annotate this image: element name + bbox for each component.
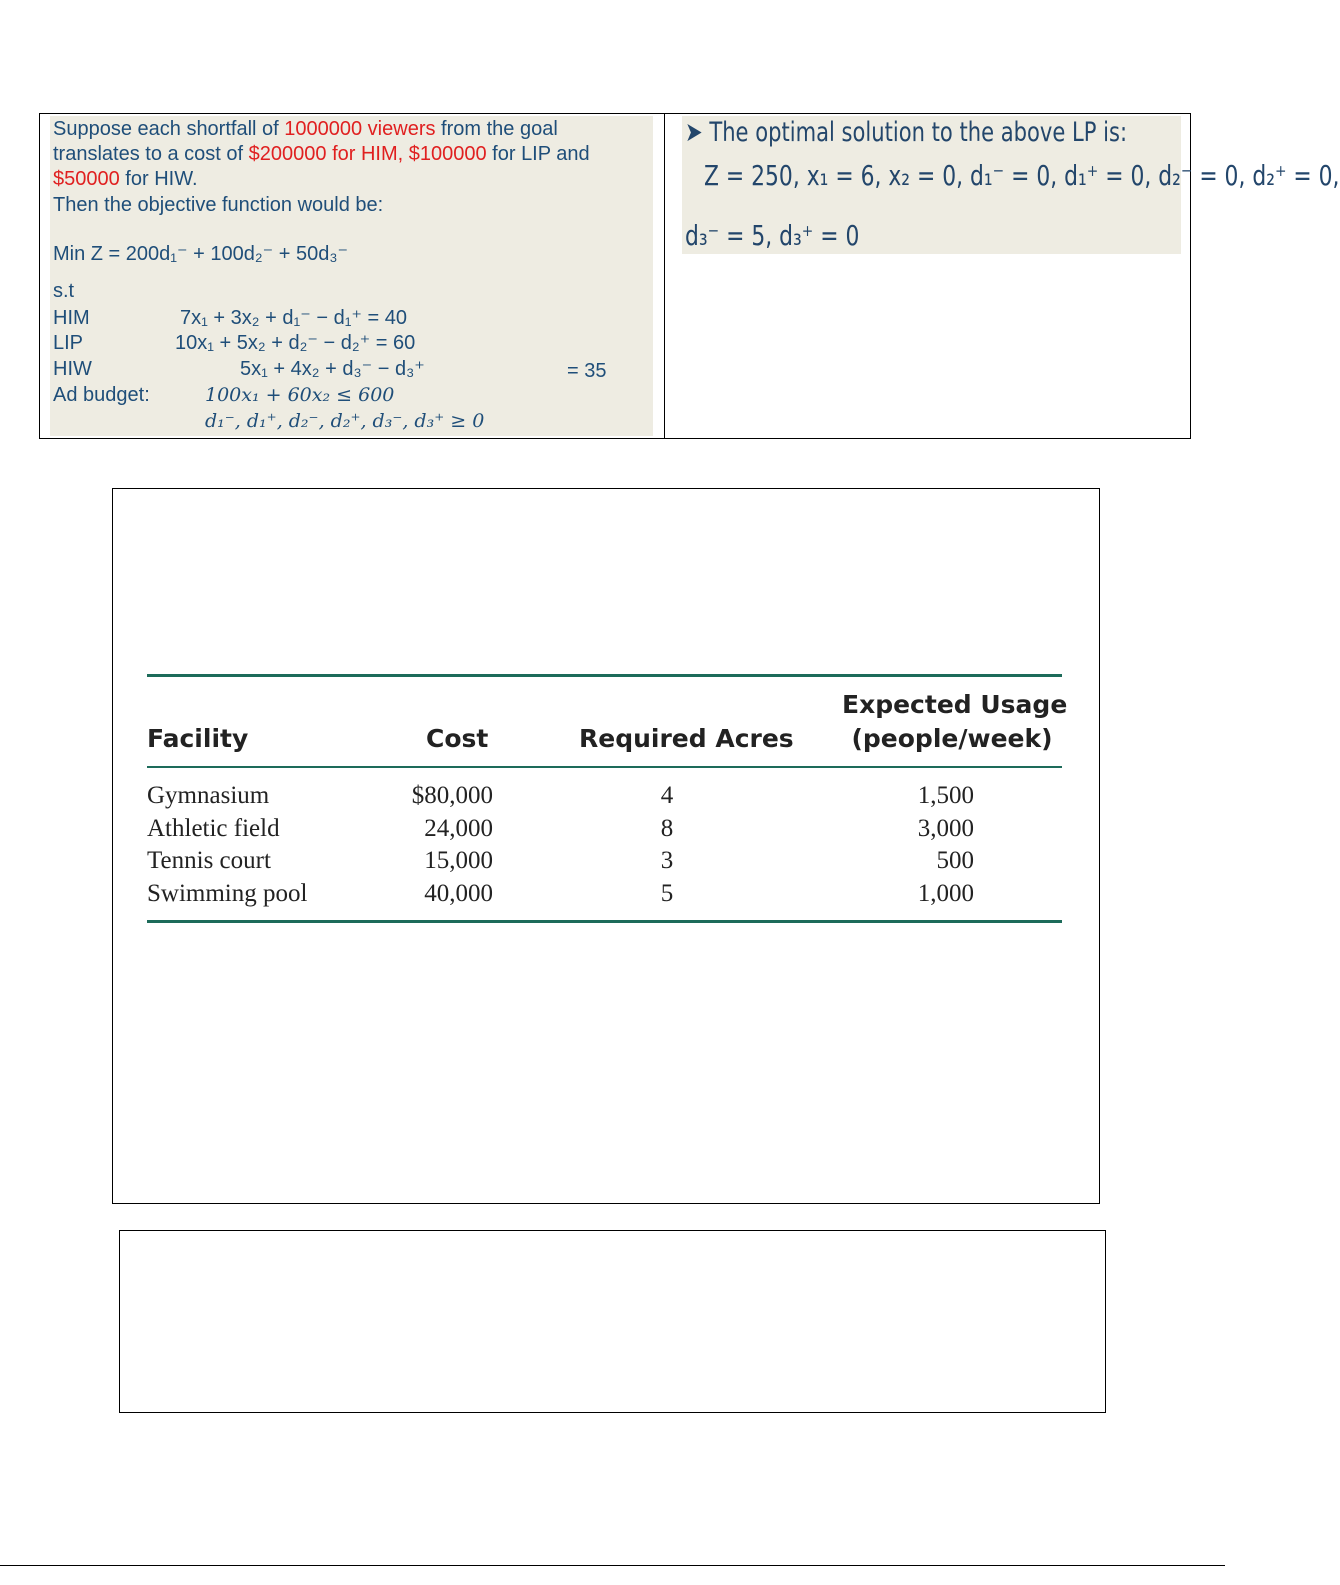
top-box-divider [664,113,665,439]
row-athletic-field-usage: 3,000 [917,815,974,842]
table-bottom-rule [147,920,1062,923]
header-required-acres: Required Acres [579,724,794,753]
row-swimming-pool-acres: 5 [660,880,674,907]
intro-line-4 [53,193,383,217]
row-gymnasium-usage: 1,500 [917,782,974,809]
row-tennis-court-usage: 500 [936,847,974,874]
header-expected-usage-unit: (people/week) [851,724,1053,753]
row-gymnasium-cost: $80,000 [411,782,493,809]
header-expected-usage: Expected Usage [842,690,1068,719]
constraint-label-him: HIM [53,307,90,329]
goal-programming-model-panel [50,116,653,436]
bottom-empty-box [119,1230,1106,1413]
nonnegativity-constraint: d₁⁻, d₁⁺, d₂⁻, d₂⁺, d₃⁻, d₃⁺ ≥ 0 [205,410,485,432]
highlighted-text: 1000000 viewers [284,118,436,140]
table-header-rule [147,766,1062,768]
row-tennis-court-cost: 15,000 [424,847,493,874]
row-athletic-field-facility: Athletic field [147,815,280,842]
intro-text: Then the objective function would be: [53,194,384,216]
highlighted-text: $200000 for HIM, $100000 [248,143,487,165]
optimal-solution-panel [682,116,1340,254]
row-gymnasium-acres: 4 [660,782,674,809]
row-swimming-pool-usage: 1,000 [917,880,974,907]
solution-line-1: Z = 250, x₁ = 6, x₂ = 0, d₁⁻ = 0, d₁⁺ = 0, d₂⁻ = 0, d₂⁺ = 0, [704,159,1340,192]
constraint-expr-hiw: 5x₁ + 4x₂ + d₃⁻ − d₃⁺ [240,358,425,380]
constraint-label-hiw: HIW [53,358,92,380]
intro-text: for LIP and [486,143,590,165]
row-swimming-pool-cost: 40,000 [424,880,493,907]
intro-line-1 [53,117,558,141]
constraint-rhs-hiw: = 35 [567,360,607,382]
header-cost: Cost [426,724,489,753]
intro-text: for HIW. [119,168,198,190]
facility-table-box [112,488,1100,1204]
constraint-label-lip: LIP [53,332,84,354]
constraint-label-budget: Ad budget: [53,384,150,406]
intro-text: translates to a cost of [53,143,249,165]
row-swimming-pool-facility: Swimming pool [147,880,308,907]
objective-function [53,242,348,266]
row-tennis-court-acres: 3 [660,847,674,874]
constraint-expr-lip: 10x₁ + 5x₂ + d₂⁻ − d₂⁺ = 60 [175,332,416,354]
highlighted-text: $50000 [53,168,120,190]
row-gymnasium-facility: Gymnasium [147,782,270,809]
row-tennis-court-facility: Tennis court [147,847,271,874]
table-top-rule [147,674,1062,677]
page-bottom-line [0,1565,1225,1566]
constraint-expr-him: 7x₁ + 3x₂ + d₁⁻ − d₁⁺ = 40 [180,307,408,329]
solution-line-2: d₃⁻ = 5, d₃⁺ = 0 [685,219,860,252]
intro-text: from the goal [435,118,558,140]
st-label: s.t [53,280,75,302]
solution-heading: ➤ The optimal solution to the above LP is: [685,117,1128,148]
intro-line-3 [53,167,198,191]
header-facility: Facility [147,724,249,753]
intro-text: Suppose each shortfall of [53,118,285,140]
objective-text: Min Z = 200d₁⁻ + 100d₂⁻ + 50d₃⁻ [53,243,349,265]
row-athletic-field-acres: 8 [660,815,674,842]
constraint-expr-budget: 100x₁ + 60x₂ ≤ 600 [205,384,395,406]
intro-line-2 [53,142,590,166]
row-athletic-field-cost: 24,000 [424,815,493,842]
